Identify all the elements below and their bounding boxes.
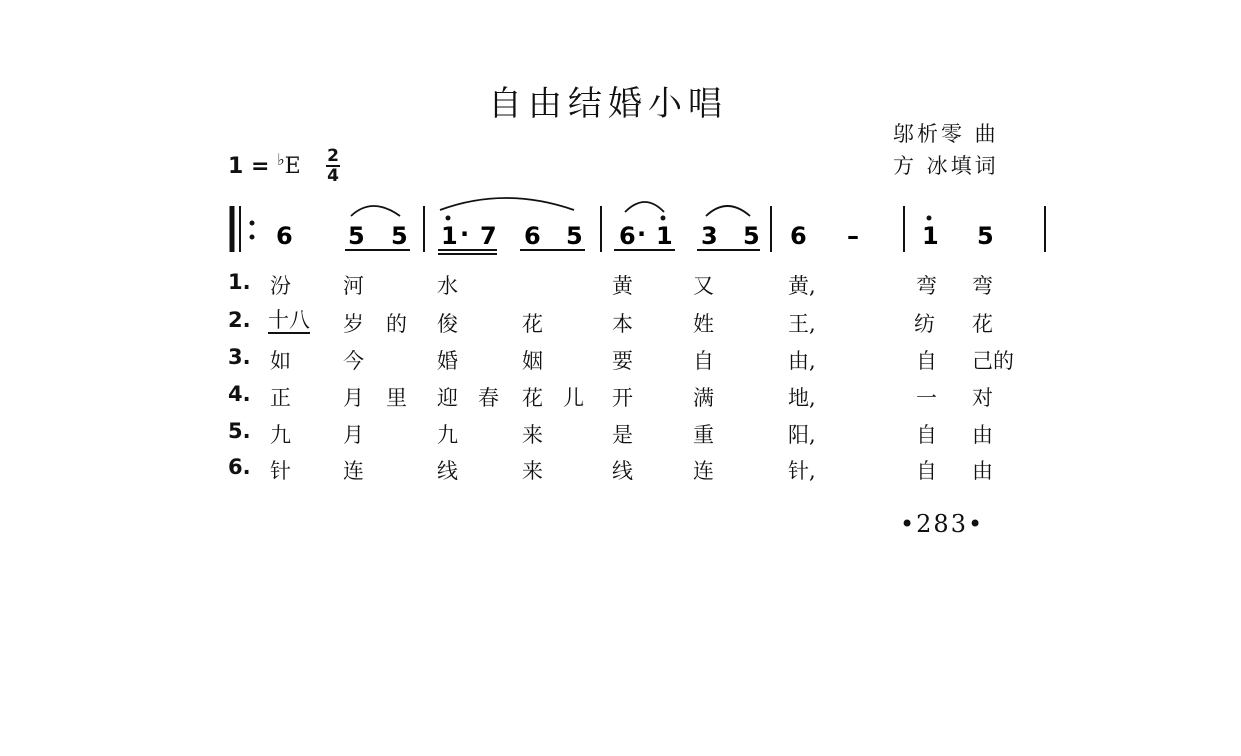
lyric-syllable: 纺	[914, 312, 935, 336]
verse-row	[0, 455, 1241, 485]
lyric-syllable: 迎	[437, 386, 458, 410]
lyric-syllable: 俊	[437, 312, 458, 336]
lyric-syllable: 里	[386, 386, 407, 410]
verse-row	[0, 345, 1241, 375]
note: 6	[790, 222, 807, 250]
note: 5	[566, 222, 583, 250]
lyric-syllable: 自	[916, 459, 937, 483]
lyric-syllable: 一	[916, 386, 937, 410]
lyric-syllable: 自	[693, 349, 714, 373]
lyric-syllable: 己的	[972, 349, 1014, 373]
note: 3	[701, 222, 718, 250]
verse-number: 4.	[228, 382, 251, 406]
page-number: •283•	[900, 510, 985, 538]
lyric-syllable: 自	[916, 349, 937, 373]
lyric-syllable: 针,	[788, 459, 816, 483]
lyric-syllable: 月	[343, 423, 364, 447]
lyric-syllable: 月	[343, 386, 364, 410]
song-title: 自由结婚小唱	[488, 84, 728, 124]
lyric-syllable: 针	[270, 459, 291, 483]
lyric-syllable: 连	[693, 459, 714, 483]
lyric-syllable: 姓	[693, 312, 714, 336]
lyric-syllable: 花	[972, 312, 993, 336]
lyric-syllable: 姻	[522, 349, 543, 373]
lyric-syllable: 弯	[972, 274, 993, 298]
lyric-syllable: 是	[612, 423, 633, 447]
key-prefix: 1 =	[228, 154, 270, 179]
lyric-syllable: 婚	[437, 349, 458, 373]
lyric-syllable: 水	[437, 274, 458, 298]
lyric-syllable: 正	[270, 386, 291, 410]
lyric-syllable: 要	[612, 349, 633, 373]
note: 5	[348, 222, 365, 250]
note: 5	[391, 222, 408, 250]
lyric-syllable: 黄	[612, 274, 633, 298]
lyric-syllable: 王,	[788, 312, 816, 336]
note: 1	[656, 222, 673, 250]
lyric-syllable: 的	[386, 312, 407, 336]
lyric-syllable: 弯	[916, 274, 937, 298]
note: 6	[619, 222, 636, 250]
lyric-syllable: 自	[916, 423, 937, 447]
note-dot: ·	[637, 220, 647, 248]
note: 5	[743, 222, 760, 250]
note: 1	[922, 222, 939, 250]
note: 6	[276, 222, 293, 250]
lyric-syllable: 岁	[343, 312, 364, 336]
note: 7	[480, 222, 497, 250]
lyric-syllable: 连	[343, 459, 364, 483]
lyric-syllable: 如	[270, 349, 291, 373]
verse-row	[0, 308, 1241, 338]
lyric-syllable: 春	[478, 386, 499, 410]
verse-number: 2.	[228, 308, 251, 332]
lyric-syllable: 地,	[788, 386, 816, 410]
lyric-syllable: 本	[612, 312, 633, 336]
lyric-syllable: 满	[693, 386, 714, 410]
lyric-syllable: 汾	[270, 274, 291, 298]
lyric-syllable: 由	[972, 459, 993, 483]
note: 1	[441, 222, 458, 250]
lyric-syllable: 由	[972, 423, 993, 447]
lyric-syllable: 花	[522, 312, 543, 336]
verse-row	[0, 270, 1241, 300]
verse-number: 1.	[228, 270, 251, 294]
lyric-syllable: 十八	[268, 308, 310, 332]
verse-row	[0, 419, 1241, 449]
key-note: E	[284, 154, 301, 179]
lyricist-credit: 方 冰填词	[893, 154, 999, 178]
dash: –	[847, 222, 859, 250]
lyric-syllable: 今	[343, 349, 364, 373]
lyric-syllable: 来	[522, 459, 543, 483]
lyric-syllable: 九	[270, 423, 291, 447]
lyric-syllable: 线	[612, 459, 633, 483]
lyric-syllable: 阳,	[788, 423, 816, 447]
lyric-syllable: 对	[972, 386, 993, 410]
lyric-syllable: 线	[437, 459, 458, 483]
lyric-syllable: 又	[693, 274, 714, 298]
lyric-syllable: 开	[612, 386, 633, 410]
lyric-syllable: 花	[522, 386, 543, 410]
note-dot: ·	[460, 220, 470, 248]
lyric-syllable: 重	[693, 423, 714, 447]
lyric-syllable: 来	[522, 423, 543, 447]
verse-row	[0, 382, 1241, 412]
verse-number: 5.	[228, 419, 251, 443]
lyric-syllable: 黄,	[788, 274, 816, 298]
note: 6	[524, 222, 541, 250]
time-numerator: 2	[327, 146, 339, 166]
lyric-syllable: 儿	[563, 386, 584, 410]
lyric-syllable: 由,	[788, 349, 816, 373]
lyric-syllable: 九	[437, 423, 458, 447]
flat-sign: ♭	[277, 150, 285, 169]
note: 5	[977, 222, 994, 250]
verse-number: 3.	[228, 345, 251, 369]
composer-credit: 邬析零 曲	[893, 122, 999, 146]
lyric-syllable: 河	[343, 274, 364, 298]
verse-number: 6.	[228, 455, 251, 479]
time-denominator: 4	[327, 166, 339, 186]
